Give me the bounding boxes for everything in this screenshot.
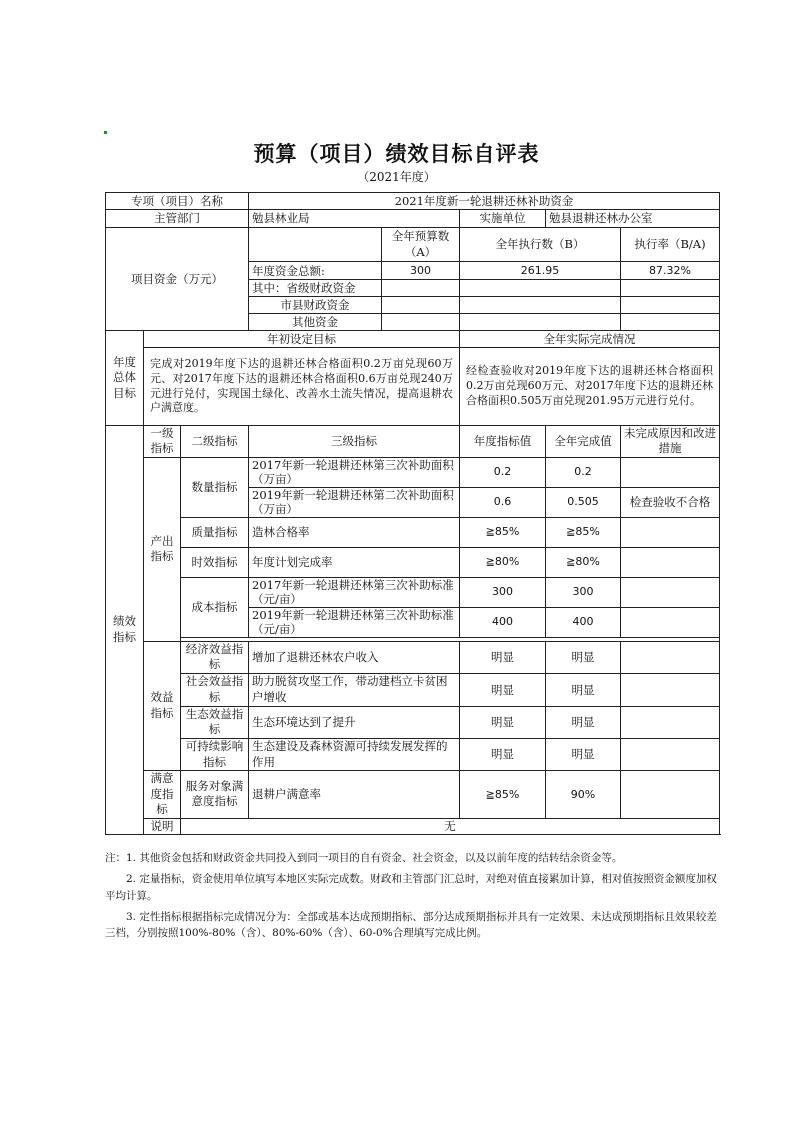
quality-item: 造林合格率: [249, 517, 460, 547]
quality-target: ≧85%: [460, 517, 546, 547]
actual-goal-text: 经检查验收对2019年度下达的退耕还林合格面积0.2万亩兑现60万元、对2017年度下达的退耕还林合格面积0.505万亩兑现201.95万元进行兑付。: [460, 348, 720, 425]
quality-label: 质量指标: [181, 517, 249, 547]
cost-reason-2: [621, 607, 720, 637]
year-subtitle: （2021年度）: [357, 170, 436, 184]
provincial-budget: [382, 280, 460, 297]
social-target: 明显: [460, 673, 546, 706]
row-project-name: [106, 193, 720, 210]
cost-target-2: 400: [460, 607, 546, 637]
provincial-executed: [460, 280, 621, 297]
row-satisfaction: [106, 771, 720, 819]
timeliness-actual: ≧80%: [546, 547, 621, 577]
quantity-item-2: 2019年新一轮退耕还林第二次补助面积（万亩）: [249, 487, 460, 517]
economic-actual: 明显: [546, 641, 621, 673]
annual-goal-label: 年度总体目标: [106, 331, 144, 425]
row-remark: [106, 818, 720, 834]
impl-unit-value: 勉县退耕还林办公室: [546, 210, 720, 228]
level1-header: 一级指标: [144, 425, 181, 457]
annual-value-header: 年度指标值: [460, 425, 546, 457]
row-quality: [106, 517, 720, 547]
row-economic: [106, 641, 720, 673]
cost-actual-1: 300: [546, 577, 621, 607]
total-executed: 261.95: [460, 262, 621, 280]
remark-value: 无: [181, 818, 720, 834]
row-sustainable: [106, 739, 720, 771]
footnotes: [105, 850, 719, 946]
service-reason: [621, 771, 720, 819]
cost-label: 成本指标: [181, 577, 249, 637]
row-social: [106, 673, 720, 706]
self-evaluation-table: [105, 192, 720, 835]
row-ecological: [106, 706, 720, 738]
quality-reason: [621, 517, 720, 547]
page-title: 预算（项目）绩效目标自评表: [253, 141, 540, 166]
city-budget: [382, 297, 460, 314]
funds-blank: [249, 228, 382, 262]
benefit-label: 效益指标: [144, 641, 181, 770]
remark-label: 说明: [144, 818, 181, 834]
initial-goal-text: 完成对2019年度下达的退耕还林合格面积0.2万亩兑现60万元、对2017年度下达的退耕还林合格面积0.6万亩兑现240万元进行兑付，实现国土绿化、改善水土流失情况，提高退耕农户满意度。: [144, 348, 460, 425]
social-actual: 明显: [546, 673, 621, 706]
quantity-label: 数量指标: [181, 457, 249, 517]
other-executed: [460, 314, 621, 331]
quantity-actual-1: 0.2: [546, 457, 621, 487]
timeliness-label: 时效指标: [181, 547, 249, 577]
dept-value: 勉县林业局: [249, 210, 460, 228]
social-item: 助力脱贫攻坚工作，带动建档立卡贫困户增收: [249, 673, 460, 706]
actual-goal-header: 全年实际完成情况: [460, 331, 720, 348]
quantity-actual-2: 0.505: [546, 487, 621, 517]
other-rate: [621, 314, 720, 331]
quantity-reason-1: [621, 457, 720, 487]
timeliness-reason: [621, 547, 720, 577]
total-rate: 87.32%: [621, 262, 720, 280]
dept-label: 主管部门: [106, 210, 249, 228]
economic-item: 增加了退耕还林农户收入: [249, 641, 460, 673]
sustainable-label: 可持续影响指标: [181, 739, 249, 771]
project-name-label: 专项（项目）名称: [106, 193, 249, 210]
quantity-target-1: 0.2: [460, 457, 546, 487]
funds-label: 项目资金（万元）: [106, 228, 249, 331]
sustainable-reason: [621, 739, 720, 771]
other-budget: [382, 314, 460, 331]
ecological-label: 生态效益指标: [181, 706, 249, 738]
sustainable-actual: 明显: [546, 739, 621, 771]
ecological-actual: 明显: [546, 706, 621, 738]
cost-actual-2: 400: [546, 607, 621, 637]
economic-reason: [621, 641, 720, 673]
cost-item-2: 2019年新一轮退耕还林第三次补助标准（元/亩）: [249, 607, 460, 637]
provincial-rate: [621, 280, 720, 297]
sustainable-target: 明显: [460, 739, 546, 771]
footnote-3: 3. 定性指标根据指标完成情况分为：全部或基本达成预期指标、部分达成预期指标并具有一定效果、未达成预期指标且效果较差三档，分别按照100%-80%（含）、80%-60%（含）、60-0%合理填写完成比例。: [105, 910, 717, 940]
provincial-label: 其中：省级财政资金: [249, 280, 382, 297]
actual-value-header: 全年完成值: [546, 425, 621, 457]
cost-item-1: 2017年新一轮退耕还林第三次补助标准（元/亩）: [249, 577, 460, 607]
quantity-reason-2: 检查验收不合格: [621, 487, 720, 517]
quantity-target-2: 0.6: [460, 487, 546, 517]
row-quantity-1: [106, 457, 720, 487]
row-timeliness: [106, 547, 720, 577]
service-actual: 90%: [546, 771, 621, 819]
row-cost-1: [106, 577, 720, 607]
footnote-1: 注：1. 其他资金包括和财政资金共同投入到同一项目的自有资金、社会资金，以及以前年度的结转结余资金等。: [105, 852, 623, 864]
indicators-label: 绩效指标: [106, 425, 144, 834]
row-indicator-headers: [106, 425, 720, 457]
service-item: 退耕户满意率: [249, 771, 460, 819]
total-budget: 300: [382, 262, 460, 280]
cost-target-1: 300: [460, 577, 546, 607]
annual-total-label: 年度资金总额:: [249, 262, 382, 280]
row-goal-text: [106, 348, 720, 425]
satisfaction-label: 满意度指标: [144, 771, 181, 819]
city-rate: [621, 297, 720, 314]
output-label: 产出指标: [144, 457, 181, 641]
economic-target: 明显: [460, 641, 546, 673]
service-label: 服务对象满意度指标: [181, 771, 249, 819]
ecological-target: 明显: [460, 706, 546, 738]
sustainable-item: 生态建设及森林资源可持续发展发挥的作用: [249, 739, 460, 771]
quality-actual: ≧85%: [546, 517, 621, 547]
budget-a-header: 全年预算数（A）: [382, 228, 460, 262]
other-label: 其他资金: [249, 314, 382, 331]
project-name-value: 2021年度新一轮退耕还林补助资金: [249, 193, 720, 210]
cost-reason-1: [621, 577, 720, 607]
ecological-item: 生态环境达到了提升: [249, 706, 460, 738]
level2-header: 二级指标: [181, 425, 249, 457]
timeliness-item: 年度计划完成率: [249, 547, 460, 577]
timeliness-target: ≧80%: [460, 547, 546, 577]
quantity-item-1: 2017年新一轮退耕还林第三次补助面积（万亩）: [249, 457, 460, 487]
social-label: 社会效益指标: [181, 673, 249, 706]
row-funds-header: [106, 228, 720, 262]
city-label: 市县财政资金: [249, 297, 382, 314]
initial-goal-header: 年初设定目标: [144, 331, 460, 348]
social-reason: [621, 673, 720, 706]
footnote-2: 2. 定量指标，资金使用单位填写本地区实际完成数。财政和主管部门汇总时，对绝对值直接累加计算，相对值按照资金额度加权平均计算。: [105, 873, 717, 902]
city-executed: [460, 297, 621, 314]
row-department: [106, 210, 720, 228]
service-target: ≧85%: [460, 771, 546, 819]
reason-header: 未完成原因和改进措施: [621, 425, 720, 457]
row-goal-headers: [106, 331, 720, 348]
impl-unit-label: 实施单位: [460, 210, 546, 228]
level3-header: 三级指标: [249, 425, 460, 457]
economic-label: 经济效益指标: [181, 641, 249, 673]
rate-header: 执行率（B/A): [621, 228, 720, 262]
corner-mark: [104, 131, 107, 134]
ecological-reason: [621, 706, 720, 738]
executed-b-header: 全年执行数（B）: [460, 228, 621, 262]
